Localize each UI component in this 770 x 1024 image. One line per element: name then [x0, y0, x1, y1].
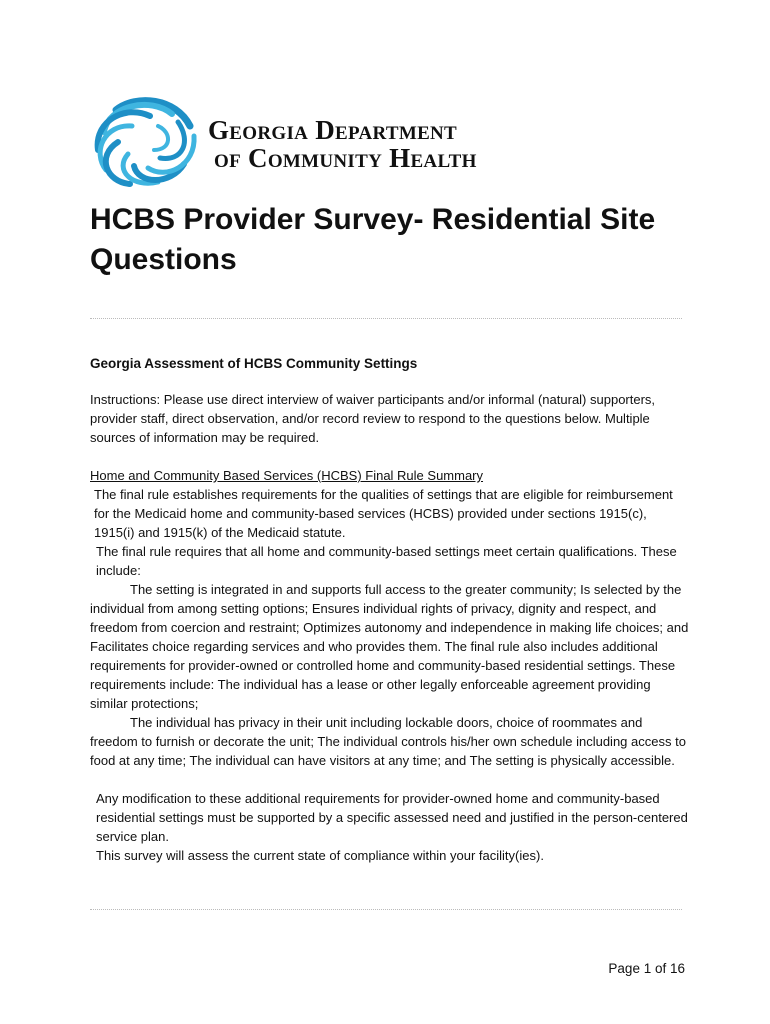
instructions-paragraph: Instructions: Please use direct interview of waiver participants and/or informal (natural) supporters, provider staff, direct observation, and/or record review to respond to the questions below. Multiple sources of information may be required. [90, 392, 656, 445]
org-name-line2: of Community Health [214, 143, 477, 173]
paragraph-privacy: The individual has privacy in their unit including lockable doors, choice of roommates and freedom to furnish or decorate the unit; The individual controls his/her own schedule including access to food at any time; The individual can have visitors at any time; and The setting is physically accessible. [90, 715, 686, 768]
divider [90, 318, 682, 319]
paragraph-qualifications: The final rule requires that all home and community-based settings meet certain qualifications. These include: [96, 544, 677, 578]
paragraph-final-rule: The final rule establishes requirements for the qualities of settings that are eligible for reimbursement for the Medicaid home and community-based services (HCBS) provided under sections 1915(c), 1915(i) and 1915(k) of the Medicaid statute. [94, 487, 673, 540]
paragraph-modification: Any modification to these additional requirements for provider-owned home and community-based residential settings must be supported by a specific assessed need and justified in the person-centered service plan. [96, 791, 688, 844]
document-body [90, 390, 690, 865]
page-number: Page 1 of 16 [608, 961, 685, 976]
paragraph-setting-requirements: The setting is integrated in and supports full access to the greater community; Is selected by the individual from among setting options; Ensures individual rights of privacy, dignity and respect, and freedom from coercion and restraint; Optimizes autonomy and independence in making life choices; and Facilitates choice regarding services and who provides them. The final rule also includes additional requirements for provider-owned or controlled home and community-based residential settings. These requirements include: The individual has a lease or other legally enforceable agreement providing similar protections; [90, 582, 689, 711]
section-heading: Georgia Assessment of HCBS Community Settings [90, 356, 418, 371]
document-title: HCBS Provider Survey- Residential Site Questions [90, 203, 656, 276]
dch-logo [88, 92, 200, 188]
org-name-line1: Georgia Department [208, 115, 458, 145]
summary-heading: Home and Community Based Services (HCBS) Final Rule Summary [90, 468, 484, 483]
divider [90, 909, 682, 910]
organization-name [208, 116, 477, 172]
paragraph-survey-scope: This survey will assess the current state of compliance within your facility(ies). [96, 848, 544, 863]
